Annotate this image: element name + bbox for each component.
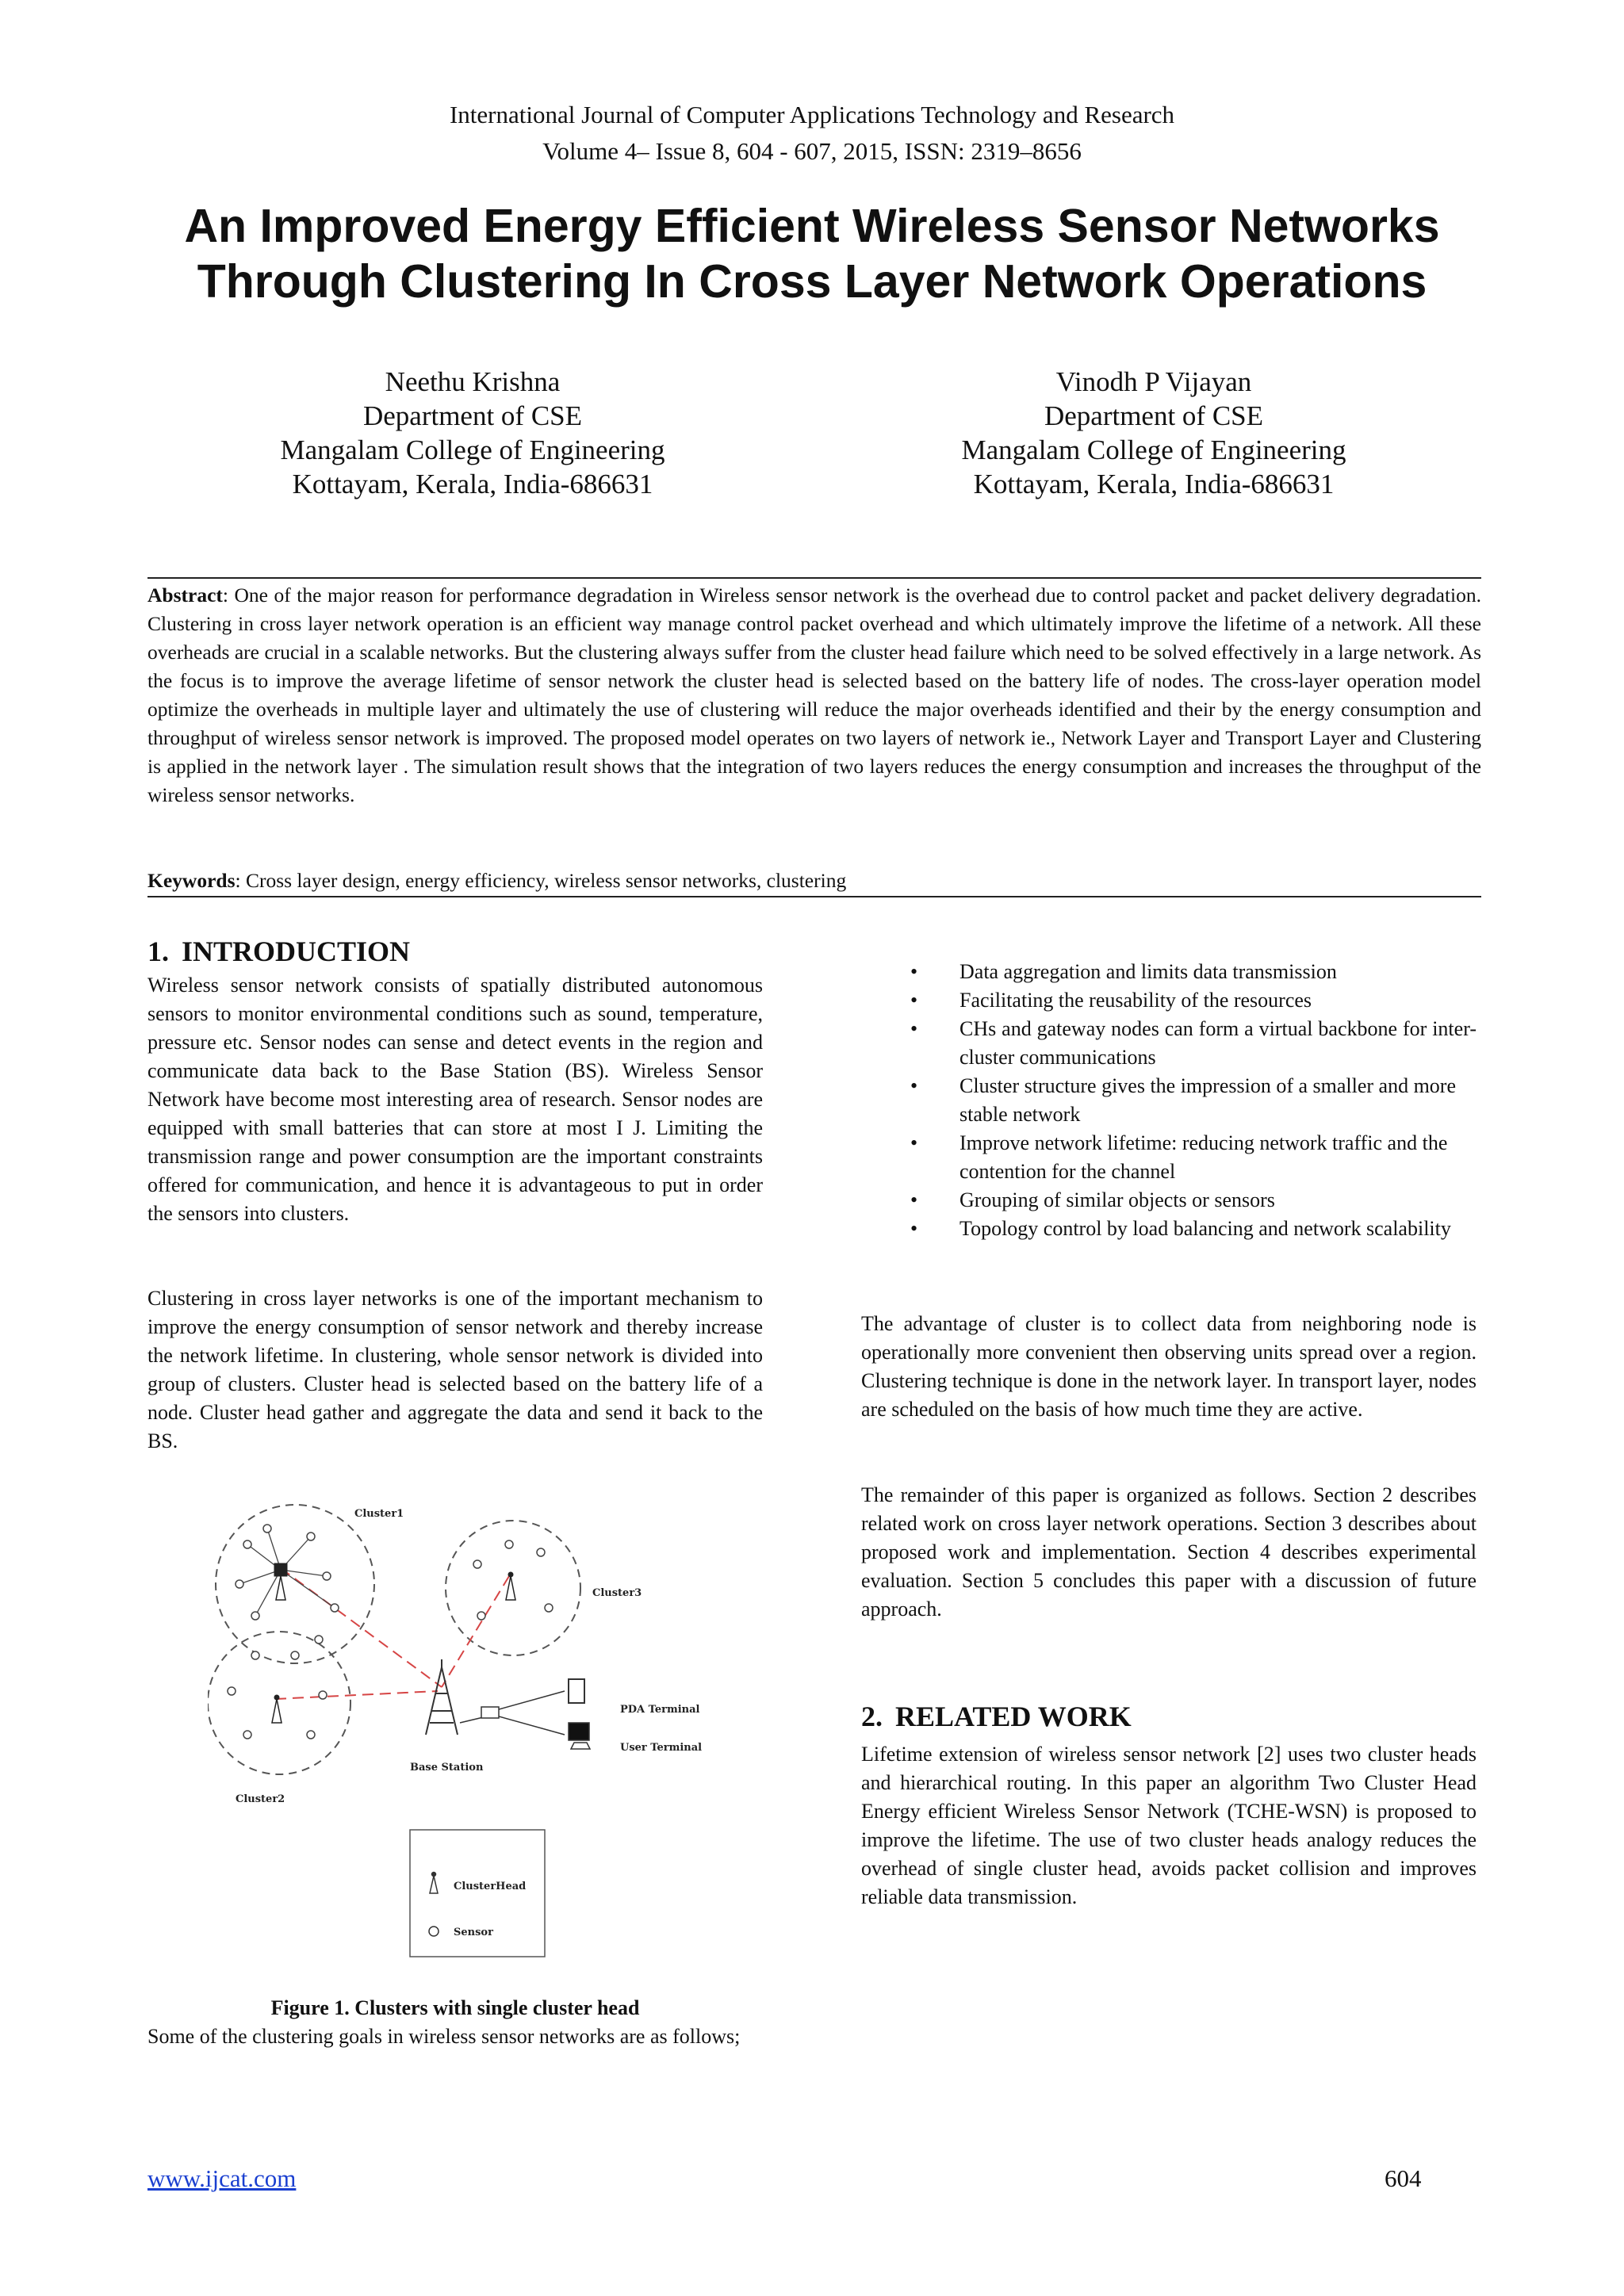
keywords	[147, 867, 1481, 895]
user-terminal-label: User Terminal	[620, 1742, 703, 1754]
related-work-paragraph	[861, 1740, 1477, 1911]
base-station-icon	[426, 1659, 458, 1735]
figure-caption: Figure 1. Clusters with single cluster head	[270, 1996, 640, 2019]
right-paragraph-1	[861, 1310, 1477, 1424]
right-paragraph-2	[861, 1481, 1477, 1624]
cluster-head-icons	[272, 1563, 515, 1723]
pda-icon	[569, 1679, 584, 1703]
journal-name: International Journal of Computer Applications Technology and Research	[449, 101, 1175, 128]
page-number: 604	[1385, 2164, 1422, 2192]
list-item: • Data aggregation and limits data transmission	[861, 958, 1477, 986]
paragraph-text: Lifetime extension of wireless sensor network [2] uses two cluster heads and hierarchical routing. In this paper an algorithm Two Cluster Head Energy efficient Wireless Sensor Network (TCHE-WSN) is proposed to improve the lifetime. The use of two cluster heads analogy reduces the overhead of single cluster head, avoids packet collision and improves reliable data transmission.	[861, 1743, 1477, 1908]
base-station-label: Base Station	[410, 1762, 484, 1774]
legend-cluster-head: ClusterHead	[454, 1881, 527, 1892]
journal-header	[0, 97, 1624, 170]
legend-sensor: Sensor	[454, 1927, 493, 1938]
journal-website-link[interactable]: www.ijcat.com	[147, 2164, 297, 2192]
author-dept: Department of CSE	[362, 400, 583, 431]
section-number: 2.	[861, 1701, 883, 1732]
keywords-text: : Cross layer design, energy efficiency, wireless sensor networks, clustering	[235, 869, 847, 892]
author-address: Kottayam, Kerala, India-686631	[973, 469, 1335, 499]
paragraph-text: Wireless sensor network consists of spatially distributed autonomous sensors to monitor environmental conditions such as sound, temperature, pressure etc. Sensor nodes can sense and detect events in the region and communicate data back to the Base Station (BS). Wireless Sensor Network have become most interesting area of research. Sensor nodes are equipped with small batteries that can store at most I J. Limiting the transmission range and power consumption are the important constraints offered for communication, and hence it is advantageous to put in order the sensors into clusters.	[147, 974, 763, 1225]
section-title: RELATED WORK	[895, 1701, 1132, 1732]
author-dept: Department of CSE	[1044, 400, 1264, 431]
abstract-label: Abstract	[147, 584, 223, 607]
journal-volume: Volume 4– Issue 8, 604 - 607, 2015, ISSN: 2319–8656	[542, 137, 1082, 165]
author-name: Vinodh P Vijayan	[1055, 366, 1252, 397]
keywords-label: Keywords	[147, 869, 236, 892]
paper-title	[0, 198, 1624, 309]
author-block-2	[837, 365, 1471, 501]
section-number: 1.	[147, 936, 169, 967]
title-line-2: Through Clustering In Cross Layer Network Operations	[197, 255, 1427, 308]
title-line-1: An Improved Energy Efficient Wireless Sensor Networks	[184, 200, 1440, 252]
abstract-text: : One of the major reason for performance degradation in Wireless sensor network is the overhead due to control packet and packet delivery degradation. Clustering in cross layer network operation is an efficient way manage control packet overhead and which ultimately improve the lifetime of a network. All these overheads are crucial in a scalable networks. But the clustering always suffer from the cluster head failure which need to be solved effectively in a large network. As the focus is to improve the average lifetime of sensor network the cluster head is selected based on the battery life of nodes. The cross-layer operation model optimize the overheads in multiple layer and ultimately the use of clustering will reduce the major overheads identified and their by the energy consumption and throughput of wireless sensor network is improved. The proposed model operates on two layers of network ie., Network Layer and Transport Layer and Clustering is applied in the network layer . The simulation result shows that the integration of two layers reduces the energy consumption and increases the throughput of the wireless sensor networks.	[147, 584, 1481, 806]
goals-list-container	[861, 958, 1477, 1243]
related-work-heading	[861, 1699, 1132, 1734]
author-name: Neethu Krishna	[385, 366, 561, 397]
abstract	[147, 581, 1481, 809]
intro-paragraph-1	[147, 971, 763, 1228]
author-college: Mangalam College of Engineering	[961, 434, 1346, 465]
pda-terminal-label: PDA Terminal	[620, 1704, 700, 1716]
cluster2-circle	[208, 1632, 350, 1774]
goals-list	[861, 958, 1477, 1243]
list-item: • Improve network lifetime: reducing network traffic and the contention for the channel	[861, 1129, 1477, 1186]
paragraph-text: Clustering in cross layer networks is one of the important mechanism to improve the energy consumption of sensor network and thereby increase the network lifetime. In clustering, whole sensor network is divided into group of clusters. Cluster head is selected based on the battery life of a node. Cluster head gather and aggregate the data and send it back to the BS.	[147, 1287, 763, 1452]
keywords-bottom-rule	[147, 896, 1481, 897]
cluster3-label: Cluster3	[592, 1587, 642, 1599]
list-item: • CHs and gateway nodes can form a virtual backbone for inter-cluster communications	[861, 1015, 1477, 1072]
user-terminal-icon	[569, 1723, 589, 1740]
author-block-1	[155, 365, 790, 501]
paragraph-text: The remainder of this paper is organized as follows. Section 2 describes related work on cross layer network operations. Section 3 describes about proposed work and implementation. Section 4 describes experimental evaluation. Section 5 concludes this paper with a discussion of future approach.	[861, 1483, 1477, 1621]
list-item: • Topology control by load balancing and network scalability	[861, 1215, 1477, 1243]
list-item: • Facilitating the reusability of the resources	[861, 986, 1477, 1015]
cluster-figure	[208, 1497, 715, 1965]
router-icon	[481, 1707, 499, 1718]
paragraph-text: Some of the clustering goals in wireless sensor networks are as follows;	[147, 2025, 741, 2048]
author-address: Kottayam, Kerala, India-686631	[292, 469, 653, 499]
intro-paragraph-3	[147, 2022, 763, 2051]
paragraph-text: The advantage of cluster is to collect data from neighboring node is operationally more convenient then observing units spread over a region. Clustering technique is done in the network layer. In transport layer, nodes are scheduled on the basis of how much time they are active.	[861, 1312, 1477, 1421]
list-item: • Cluster structure gives the impression of a smaller and more stable network	[861, 1072, 1477, 1129]
intro-paragraph-2	[147, 1284, 763, 1456]
section-title: INTRODUCTION	[182, 936, 411, 967]
list-item: • Grouping of similar objects or sensors	[861, 1186, 1477, 1215]
intro-heading	[147, 934, 410, 969]
cluster2-label: Cluster2	[236, 1793, 285, 1805]
cluster1-label: Cluster1	[354, 1508, 404, 1520]
abstract-top-rule	[147, 577, 1481, 579]
author-college: Mangalam College of Engineering	[280, 434, 665, 465]
